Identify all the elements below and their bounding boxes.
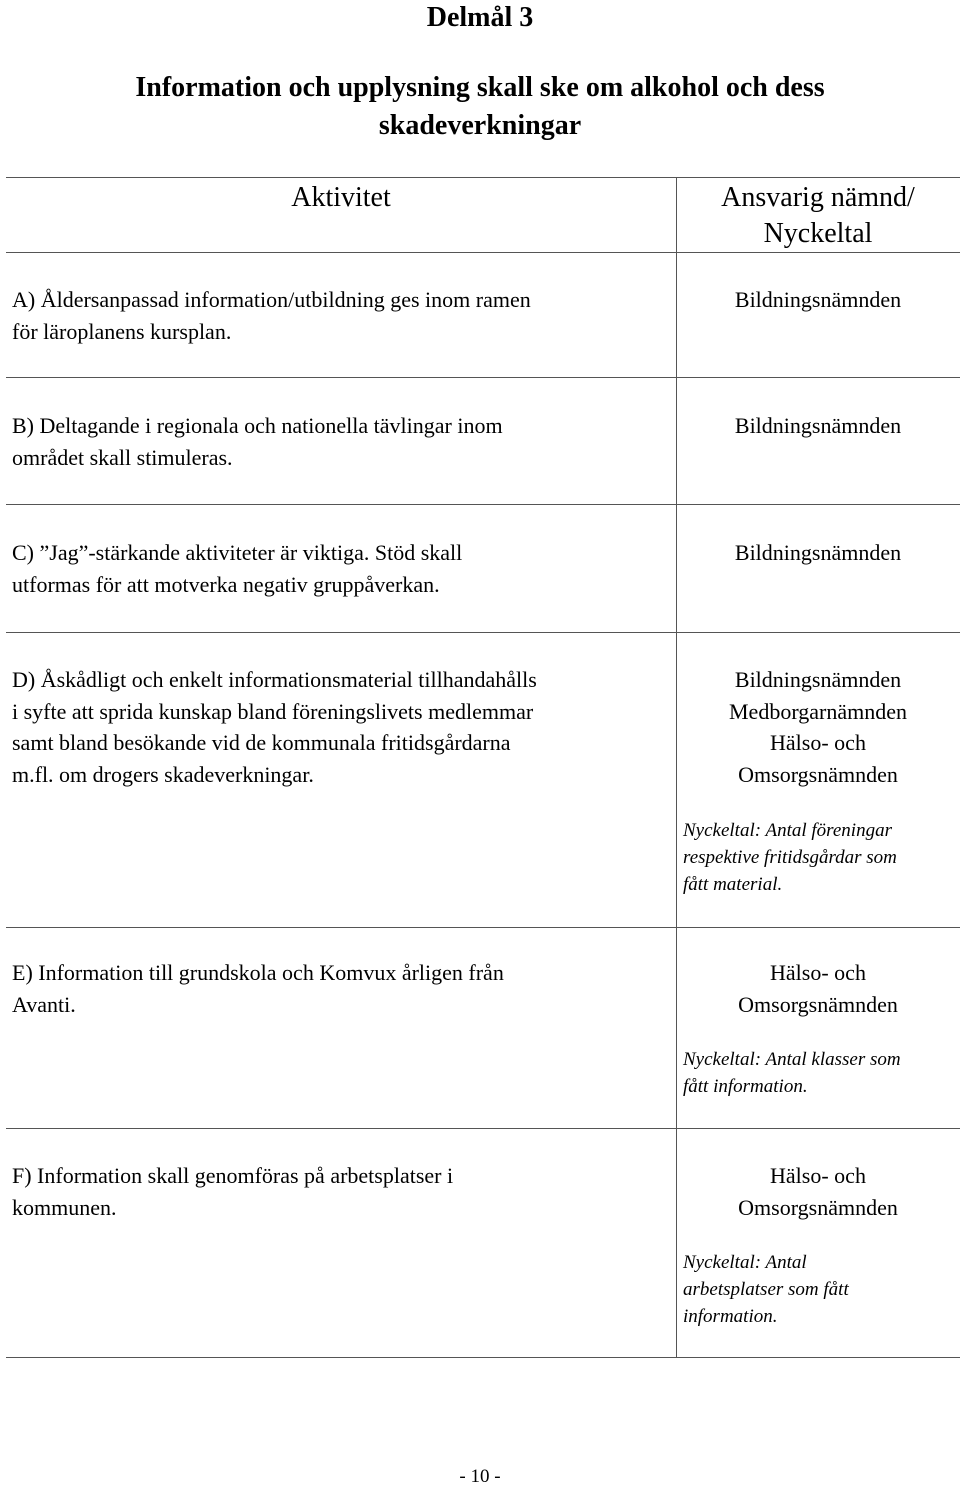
table-top-border xyxy=(6,177,960,178)
table-row-d-activity xyxy=(12,664,672,790)
activity-line: m.fl. om drogers skadeverkningar. xyxy=(12,761,314,787)
table-row-divider xyxy=(6,1128,960,1129)
activity-line: A) Åldersanpassad information/utbildning ges inom ramen xyxy=(12,287,531,312)
goal-subtitle-line-1: Information och upplysning skall ske om alkohol och dess xyxy=(135,72,825,103)
column-header-responsible xyxy=(676,180,960,252)
activity-line: F) Information skall genomföras på arbetsplatser i xyxy=(12,1163,454,1188)
table-row-f-responsible xyxy=(676,1160,960,1223)
activity-line: E) Information till grundskola och Komvux årligen från xyxy=(12,960,504,985)
column-header-activity-label: Aktivitet xyxy=(291,182,391,213)
table-row-divider xyxy=(6,504,960,505)
activity-line: för läroplanens kursplan. xyxy=(12,318,232,344)
responsible-committee: Bildningsnämnden xyxy=(734,287,902,312)
responsible-committee: Bildningsnämnden xyxy=(734,667,902,692)
responsible-committee: Hälso- och xyxy=(770,960,866,985)
table-row-d-kpi xyxy=(683,817,958,898)
responsible-committee: Bildningsnämnden xyxy=(734,540,902,565)
kpi-line: fått information. xyxy=(683,1076,808,1097)
activity-line: Avanti. xyxy=(12,991,76,1017)
kpi-line: arbetsplatser som fått xyxy=(683,1279,849,1300)
activity-line: kommunen. xyxy=(12,1194,117,1220)
table-row-a-responsible xyxy=(676,284,960,316)
table-row-divider xyxy=(6,927,960,928)
table-row-b-activity xyxy=(12,410,672,473)
page-title: Delmål 3 xyxy=(426,2,534,33)
responsible-committee: Omsorgsnämnden xyxy=(738,761,898,787)
responsible-committee: Omsorgsnämnden xyxy=(738,1194,898,1220)
activity-line: utformas för att motverka negativ gruppåverkan. xyxy=(12,571,440,597)
table-bottom-border xyxy=(6,1357,960,1358)
column-header-activity xyxy=(6,180,676,216)
responsible-committee: Omsorgsnämnden xyxy=(738,991,898,1017)
activity-line: samt bland besökande vid de kommunala fritidsgårdarna xyxy=(12,730,511,755)
kpi-line: fått material. xyxy=(683,874,783,895)
responsible-committee: Medborgarnämnden xyxy=(729,698,907,724)
table-header-divider xyxy=(6,252,960,253)
goal-subtitle-line-2: skadeverkningar xyxy=(378,110,582,141)
table-row-e-responsible xyxy=(676,957,960,1020)
table-row-e-activity xyxy=(12,957,672,1020)
activity-line: området skall stimuleras. xyxy=(12,444,233,470)
table-row-d-responsible xyxy=(676,664,960,790)
kpi-line: information. xyxy=(683,1306,778,1327)
kpi-line: Nyckeltal: Antal föreningar xyxy=(683,820,892,841)
table-row-f-activity xyxy=(12,1160,672,1223)
responsible-committee: Hälso- och xyxy=(770,1163,866,1188)
kpi-line: Nyckeltal: Antal xyxy=(683,1252,807,1273)
activity-line: D) Åskådligt och enkelt informationsmaterial tillhandahålls xyxy=(12,667,537,692)
table-row-e-kpi xyxy=(683,1046,958,1100)
column-header-responsible-line-2: Nyckeltal xyxy=(763,218,873,249)
page-number: - 10 - xyxy=(459,1466,501,1487)
responsible-committee: Bildningsnämnden xyxy=(734,413,902,438)
activity-line: B) Deltagande i regionala och nationella tävlingar inom xyxy=(12,413,503,438)
table-row-c-responsible xyxy=(676,537,960,569)
table-row-f-kpi xyxy=(683,1249,958,1330)
activity-line: i syfte att sprida kunskap bland föreningslivets medlemmar xyxy=(12,698,534,724)
table-row-divider xyxy=(6,377,960,378)
table-row-divider xyxy=(6,632,960,633)
activity-line: C) ”Jag”-stärkande aktiviteter är viktiga. Stöd skall xyxy=(12,540,463,565)
table-row-b-responsible xyxy=(676,410,960,442)
table-row-a-activity xyxy=(12,284,672,347)
column-header-responsible-line-1: Ansvarig nämnd/ xyxy=(721,182,915,213)
kpi-line: respektive fritidsgårdar som xyxy=(683,847,897,868)
responsible-committee: Hälso- och xyxy=(770,730,866,755)
kpi-line: Nyckeltal: Antal klasser som xyxy=(683,1049,901,1070)
table-row-c-activity xyxy=(12,537,672,600)
